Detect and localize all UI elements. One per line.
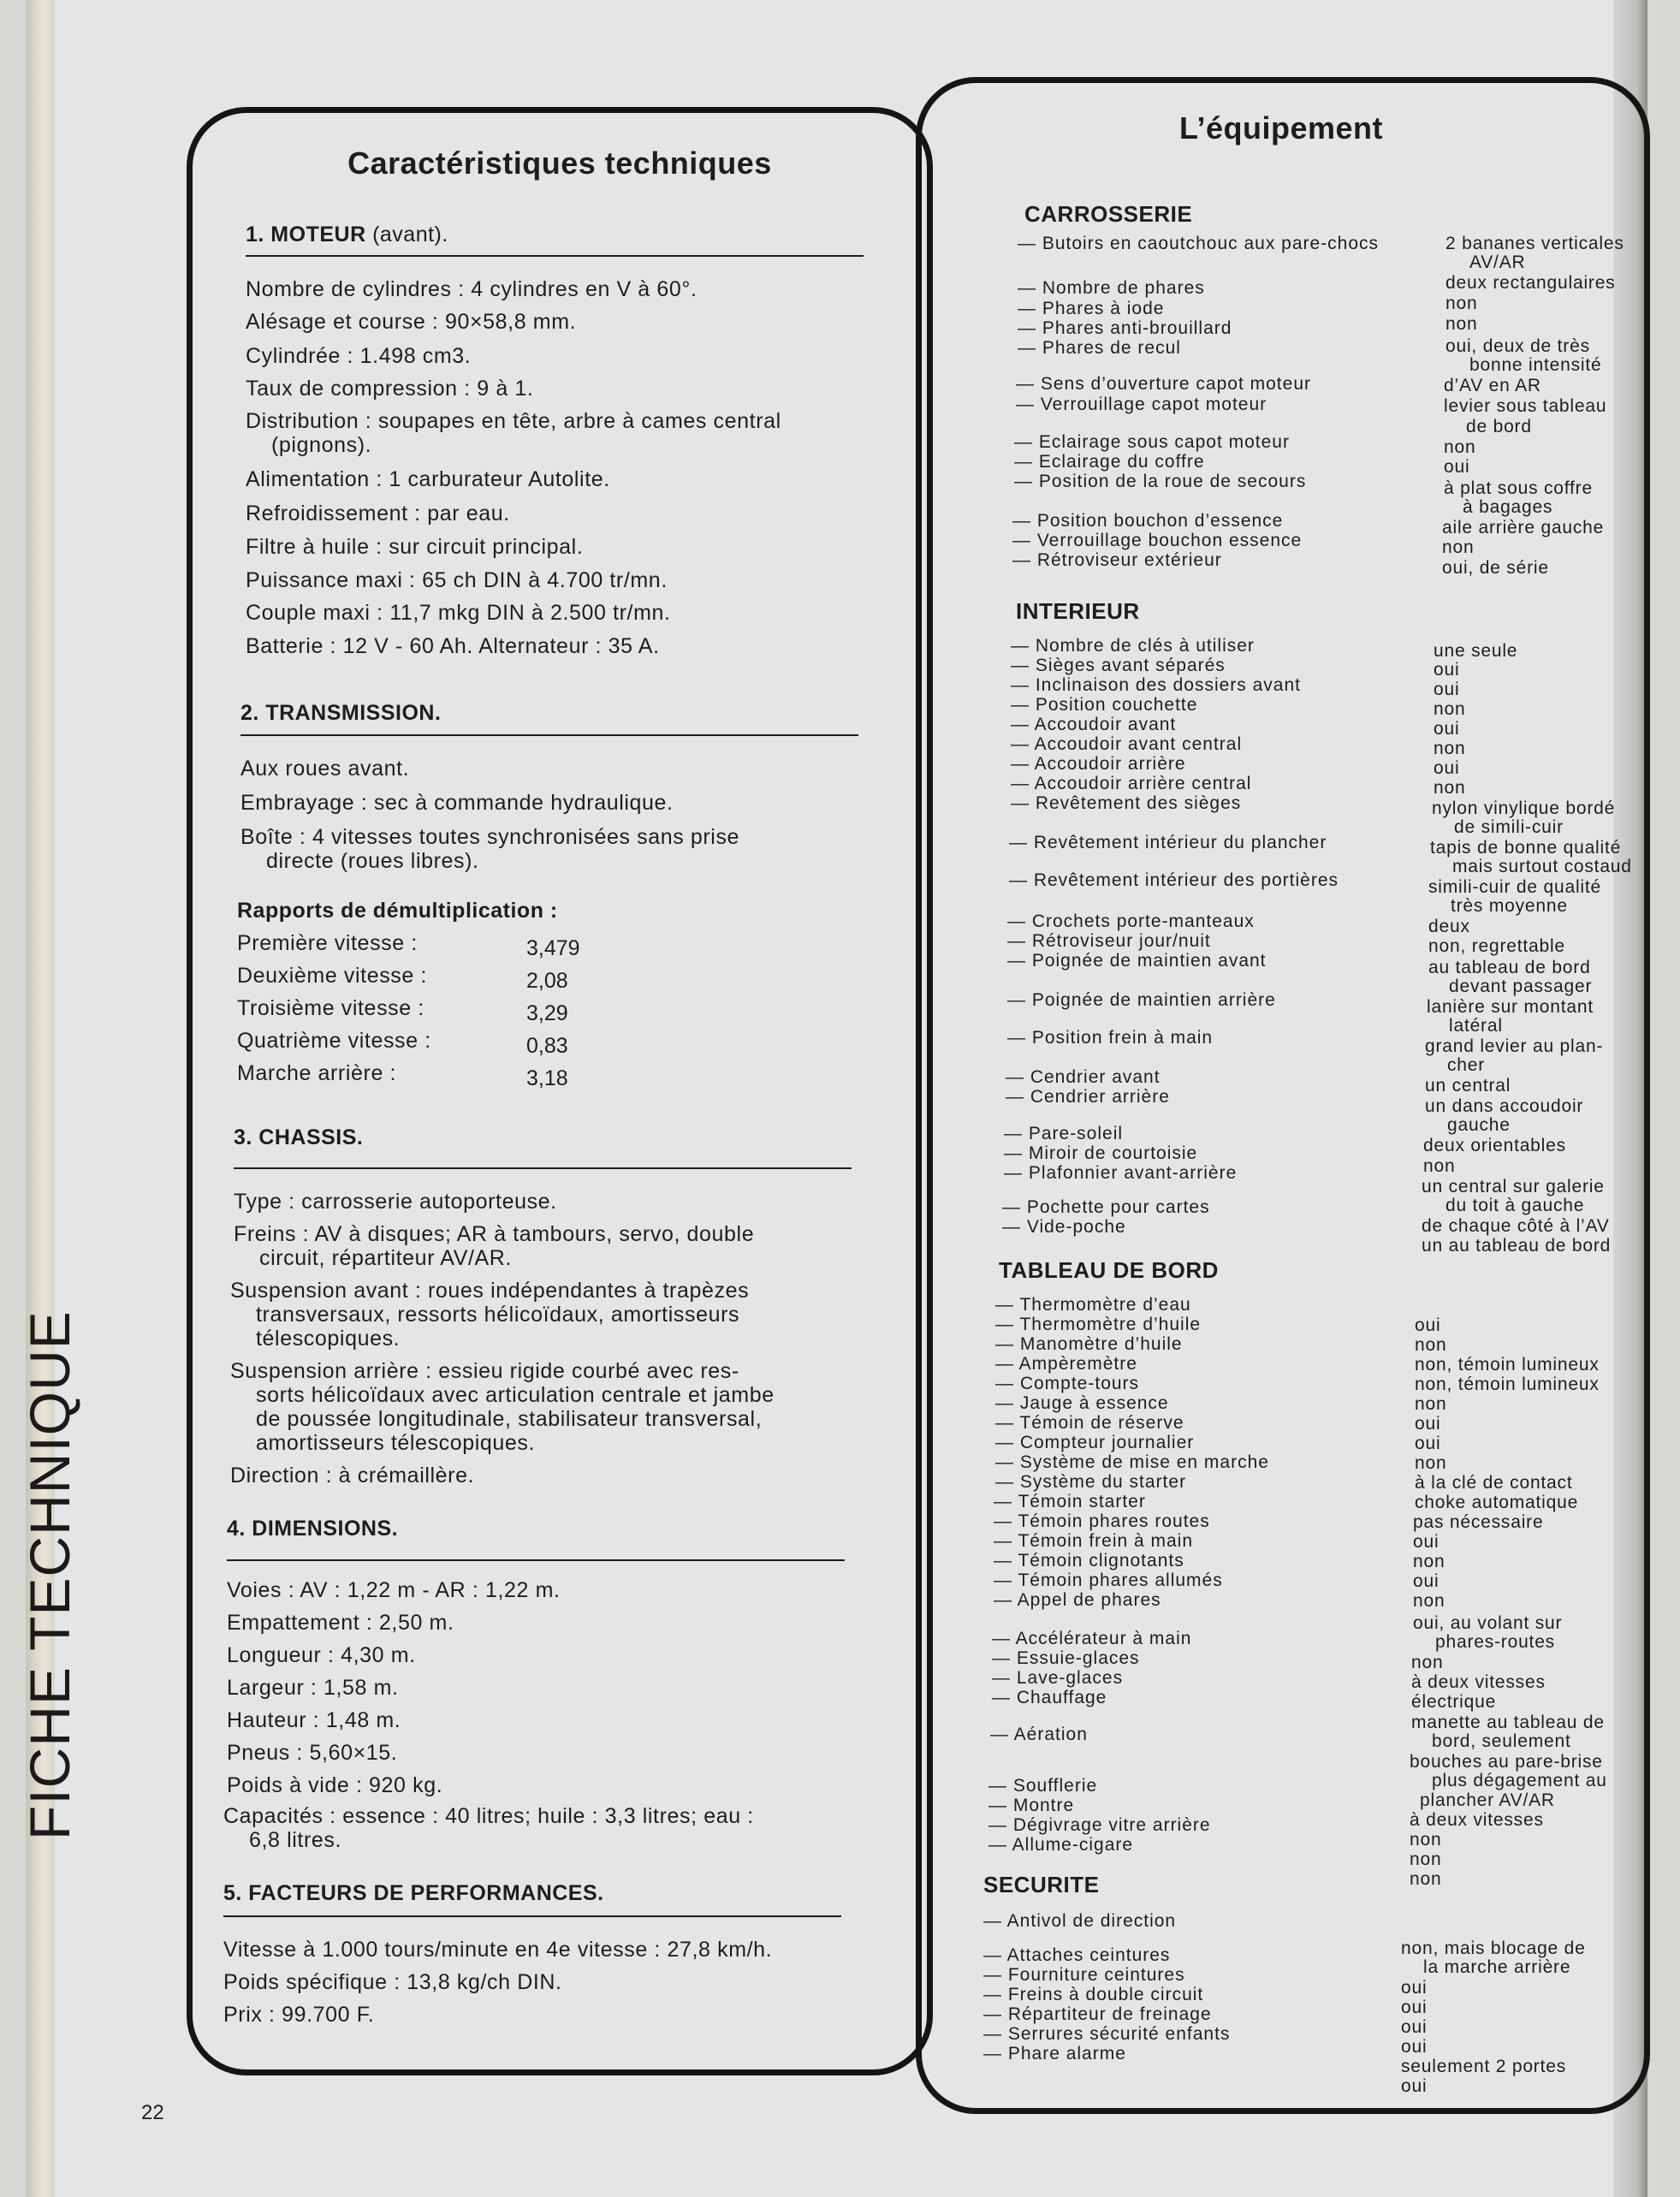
specs-panel [187,107,933,2075]
equip-item: — Eclairage sous capot moteur [1014,432,1290,452]
equip-item: — Attaches ceintures [983,1945,1171,1965]
equip-value: oui [1434,719,1460,739]
section-heading-suffix: (avant). [372,223,448,246]
equip-item: — Dégivrage vitre arrière [988,1815,1211,1835]
spec-line: Cylindrée : 1.498 cm3. [246,344,472,368]
spec-line: transversaux, ressorts hélicoïdaux, amortisseurs [256,1303,740,1327]
equip-item: — Accoudoir arrière [1011,754,1186,774]
equip-item: — Crochets porte-manteaux [1007,911,1255,931]
equip-value: plus dégagement au [1432,1771,1607,1790]
equip-value: non, regrettable [1428,936,1565,956]
spec-line: Freins : AV à disques; AR à tambours, servo, double [234,1222,755,1246]
equip-value: non [1410,1850,1442,1869]
equip-item: — Cendrier avant [1006,1067,1161,1087]
spec-line: Batterie : 12 V - 60 Ah. Alternateur : 35 A. [246,634,660,658]
spec-line: Largeur : 1,58 m. [227,1676,399,1700]
equip-value: à bagages [1463,497,1553,517]
equip-item: — Nombre de clés à utiliser [1011,636,1255,656]
section-heading-dimensions: 4. DIMENSIONS. [227,1517,399,1541]
equip-value: AV/AR [1469,252,1526,272]
equip-value: deux orientables [1423,1136,1566,1155]
equip-value: choke automatique [1415,1493,1579,1512]
equip-item: — Lave-glaces [992,1668,1124,1688]
equip-value: oui [1434,680,1460,699]
equip-item: — Revêtement intérieur du plancher [1009,833,1327,852]
equip-item: — Position de la roue de secours [1014,472,1307,491]
section-heading-text: 1. MOTEUR [246,223,366,246]
equip-item: — Fourniture ceintures [983,1965,1185,1985]
equip-item: — Thermomètre d’huile [995,1315,1202,1334]
equip-item: — Témoin starter [994,1492,1146,1511]
equip-item: — Phare alarme [983,2044,1126,2063]
equip-item: — Serrures sécurité enfants [983,2024,1231,2044]
equip-value: non [1446,314,1478,334]
spec-line: Suspension arrière : essieu rigide courbé avec res- [230,1359,739,1383]
ratio-label: Deuxième vitesse : [237,964,427,988]
equip-value: non [1423,1156,1456,1176]
equip-item: — Accoudoir avant [1011,715,1177,734]
equip-item: — Pochette pour cartes [1002,1197,1210,1217]
equip-item: — Accoudoir arrière central [1011,774,1252,793]
equip-value: oui [1434,758,1460,778]
equip-item: — Nombre de phares [1018,278,1205,298]
equip-item: — Montre [988,1796,1075,1815]
equip-value: oui [1401,1978,1428,1998]
equip-item: — Pare-soleil [1004,1124,1124,1143]
equip-item: — Témoin clignotants [994,1551,1184,1571]
page-number: 22 [141,2101,164,2124]
spec-line: Puissance maxi : 65 ch DIN à 4.700 tr/mn. [246,568,668,592]
equip-value: non, témoin lumineux [1415,1355,1600,1375]
equip-value: une seule [1434,641,1518,661]
equip-value: non [1446,294,1478,313]
equip-value: à deux vitesses [1411,1672,1546,1692]
spec-line: 6,8 litres. [249,1828,342,1852]
spec-line: Empattement : 2,50 m. [227,1611,454,1635]
equip-heading-carrosserie: CARROSSERIE [1024,201,1193,227]
equip-heading-securite: SECURITE [983,1872,1100,1897]
equip-value: oui [1401,2037,1428,2057]
equip-value: non [1410,1869,1442,1889]
equipment-panel [916,77,1650,2114]
equip-value: à deux vitesses [1410,1810,1544,1830]
equip-item: — Aération [990,1725,1088,1744]
section-heading-transmission: 2. TRANSMISSION. [240,701,442,725]
equip-item: — Verrouillage capot moteur [1016,395,1267,414]
side-title: FICHE TECHNIQUE [18,1310,81,1840]
section-rule [246,255,864,257]
equip-value: de simili-cuir [1454,817,1564,837]
equip-item: — Vide-poche [1002,1217,1126,1237]
equip-value: cher [1447,1055,1486,1075]
spec-line: Refroidissement : par eau. [246,502,510,525]
equip-item: — Soufflerie [988,1776,1098,1796]
equip-value: électrique [1411,1692,1497,1712]
equip-value: oui, au volant sur [1413,1613,1563,1633]
equip-item: — Compte-tours [995,1374,1140,1393]
spec-line: Direction : à crémaillère. [230,1464,475,1487]
equip-value: non [1442,537,1475,557]
section-heading-chassis: 3. CHASSIS. [234,1125,364,1149]
equip-value: simili-cuir de qualité [1428,877,1601,897]
ratio-value: 3,18 [526,1066,568,1090]
spec-line: Hauteur : 1,48 m. [227,1708,401,1732]
equip-value: oui [1444,457,1470,477]
equip-heading-interieur: INTERIEUR [1016,598,1140,624]
equip-item: — Compteur journalier [995,1433,1195,1452]
spec-line: Filtre à huile : sur circuit principal. [246,535,584,559]
equip-value: d’AV en AR [1444,376,1541,395]
equip-item: — Accoudoir avant central [1011,734,1243,754]
spec-line: de poussée longitudinale, stabilisateur transversal, [256,1407,763,1431]
equip-value: lanière sur montant [1427,997,1594,1017]
equip-item: — Appel de phares [994,1590,1161,1610]
equip-item: — Système de mise en marche [995,1452,1269,1472]
spec-line: Poids à vide : 920 kg. [227,1773,443,1797]
page-fold [26,0,55,2197]
equip-item: — Poignée de maintien avant [1007,951,1267,971]
equip-item: — Chauffage [992,1688,1107,1707]
equip-item: — Inclinaison des dossiers avant [1011,675,1301,695]
equip-item: — Rétroviseur extérieur [1012,550,1222,570]
spec-line: télescopiques. [256,1327,401,1351]
section-heading-moteur [246,223,448,247]
spec-line: Prix : 99.700 F. [223,2003,375,2027]
equip-item: — Témoin de réserve [995,1413,1184,1433]
equip-item: — Poignée de maintien arrière [1007,990,1276,1010]
equip-item: — Manomètre d’huile [995,1334,1183,1354]
equip-value: non [1444,437,1476,457]
equip-item: — Jauge à essence [995,1393,1169,1413]
equip-value: du toit à gauche [1446,1196,1585,1215]
equip-value: manette au tableau de [1411,1713,1605,1732]
equip-value: oui [1401,2017,1428,2037]
spec-line: Couple maxi : 11,7 mkg DIN à 2.500 tr/mn. [246,601,671,625]
ratio-label: Première vitesse : [237,931,418,955]
equip-value: oui [1415,1414,1441,1434]
equip-item: — Témoin phares allumés [994,1571,1223,1590]
equip-item: — Revêtement des sièges [1011,793,1242,813]
magazine-page [18,0,1647,2197]
equip-value: non, mais blocage de [1401,1939,1586,1958]
equip-item: — Témoin frein à main [994,1531,1194,1551]
spec-line: Longueur : 4,30 m. [227,1643,416,1667]
equip-value: mais surtout costaud [1452,857,1632,876]
equip-item: — Position couchette [1011,695,1198,715]
spec-line: Taux de compression : 9 à 1. [246,377,534,401]
spec-line: Nombre de cylindres : 4 cylindres en V à 60°. [246,277,698,301]
equip-value: deux rectangulaires [1446,273,1616,293]
spec-line: sorts hélicoïdaux avec articulation centrale et jambe [256,1383,775,1407]
spec-line: Alimentation : 1 carburateur Autolite. [246,467,610,491]
equip-value: à la clé de contact [1415,1473,1573,1493]
spec-line: Type : carrosserie autoporteuse. [234,1190,557,1214]
equip-value: tapis de bonne qualité [1430,838,1622,858]
equip-value: non [1434,778,1466,798]
ratio-value: 2,08 [526,969,568,993]
equip-value: oui [1401,1998,1428,2017]
ratio-value: 3,479 [526,936,580,960]
equip-value: levier sous tableau [1444,396,1607,416]
section-rule [240,734,858,736]
equip-item: — Freins à double circuit [983,1985,1204,2004]
equip-value: oui [1434,660,1460,680]
ratio-label: Quatrième vitesse : [237,1029,431,1053]
equip-value: à plat sous coffre [1444,478,1593,498]
spec-line: circuit, répartiteur AV/AR. [259,1246,512,1270]
equip-item: — Miroir de courtoisie [1004,1143,1198,1163]
equip-value: non [1413,1552,1446,1571]
equip-value: devant passager [1449,977,1593,996]
ratio-value: 0,83 [526,1034,568,1058]
equip-item: — Plafonnier avant-arrière [1004,1163,1238,1183]
equip-value: non [1415,1335,1447,1355]
equip-item: — Phares à iode [1018,299,1165,318]
equip-value: un central sur galerie [1422,1177,1605,1196]
equip-item: — Rétroviseur jour/nuit [1007,931,1211,951]
equip-value: non [1434,739,1466,758]
equip-item: — Sens d’ouverture capot moteur [1016,374,1311,394]
spec-line: Embrayage : sec à commande hydraulique. [240,791,674,815]
equip-value: oui [1413,1571,1440,1591]
spec-line: (pignons). [271,433,372,457]
equip-value: seulement 2 portes [1401,2057,1567,2076]
equip-value: non [1415,1394,1447,1414]
specs-title: Caractéristiques techniques [347,145,772,181]
equip-heading-tableau: TABLEAU DE BORD [999,1257,1219,1283]
equip-value: grand levier au plan- [1425,1036,1604,1056]
equip-value: bonne intensité [1469,355,1602,375]
spec-line: Voies : AV : 1,22 m - AR : 1,22 m. [227,1578,561,1602]
spec-line: Distribution : soupapes en tête, arbre à cames central [246,409,781,433]
equip-value: un central [1425,1076,1511,1096]
section-rule [223,1915,841,1917]
equip-value: un dans accoudoir [1425,1096,1584,1116]
equip-value: non [1410,1830,1442,1850]
equip-item: — Phares anti-brouillard [1018,318,1232,338]
equip-value: gauche [1447,1115,1511,1135]
spec-line: Suspension avant : roues indépendantes à trapèzes [230,1279,750,1303]
ratio-label: Marche arrière : [237,1061,397,1085]
spec-line: Alésage et course : 90×58,8 mm. [246,310,577,334]
equip-value: au tableau de bord [1428,958,1591,977]
equip-value: non [1413,1591,1446,1611]
spec-line: Poids spécifique : 13,8 kg/ch DIN. [223,1970,562,1994]
equip-value: oui [1415,1315,1441,1335]
equip-item: — Accélérateur à main [992,1629,1192,1648]
equip-value: très moyenne [1451,896,1568,916]
equip-value: un au tableau de bord [1422,1236,1612,1256]
equipment-title: L’équipement [1178,110,1384,145]
ratios-title: Rapports de démultiplication : [237,899,558,923]
equip-value: la marche arrière [1423,1957,1571,1977]
section-rule [227,1559,845,1561]
ratio-value: 3,29 [526,1001,568,1025]
equip-item: — Butoirs en caoutchouc aux pare-chocs [1018,234,1380,253]
spec-line: Pneus : 5,60×15. [227,1741,398,1765]
equip-item: — Phares de recul [1018,338,1181,358]
equip-item: — Allume-cigare [988,1835,1134,1855]
equip-value: bord, seulement [1432,1731,1571,1751]
spec-line: Aux roues avant. [240,757,410,781]
equip-item: — Revêtement intérieur des portières [1009,870,1339,890]
equip-value: non [1434,699,1466,719]
equip-value: plancher AV/AR [1420,1790,1555,1810]
equip-value: phares-routes [1435,1632,1555,1652]
equip-value: oui [1401,2076,1428,2096]
equip-item: — Sièges avant séparés [1011,656,1226,675]
equip-item: — Antivol de direction [983,1911,1177,1931]
spec-line: Capacités : essence : 40 litres; huile : 3,3 litres; eau : [223,1804,754,1828]
equip-value: aile arrière gauche [1442,518,1605,537]
equip-value: nylon vinylique bordé [1432,799,1616,818]
equip-value: oui, de série [1442,558,1549,578]
equip-value: deux [1428,917,1470,936]
equip-item: — Position frein à main [1007,1028,1214,1048]
ratio-label: Troisième vitesse : [237,996,424,1020]
section-rule [234,1167,852,1169]
equip-item: — Système du starter [995,1472,1187,1492]
equip-item: — Position bouchon d’essence [1012,511,1284,531]
equip-value: latéral [1449,1016,1503,1036]
equip-value: non [1415,1453,1447,1473]
equip-item: — Témoin phares routes [994,1511,1210,1531]
equip-item: — Eclairage du coffre [1014,452,1205,472]
equip-value: bouches au pare-brise [1410,1752,1603,1772]
equip-value: pas nécessaire [1413,1512,1544,1532]
equip-item: — Thermomètre d’eau [995,1295,1191,1315]
spec-line: amortisseurs télescopiques. [256,1431,536,1455]
equip-value: oui [1415,1434,1441,1453]
equip-item: — Répartiteur de freinage [983,2004,1212,2024]
equip-value: non [1411,1653,1444,1672]
equip-value: oui, deux de très [1446,336,1590,356]
equip-item: — Ampèremètre [995,1354,1137,1374]
equip-value: de chaque côté à l’AV [1422,1216,1610,1236]
equip-value: de bord [1466,417,1532,436]
equip-item: — Verrouillage bouchon essence [1012,531,1303,550]
equip-value: non, témoin lumineux [1415,1375,1600,1394]
equip-value: oui [1413,1532,1440,1552]
equip-item: — Essuie-glaces [992,1648,1140,1668]
section-heading-performances: 5. FACTEURS DE PERFORMANCES. [223,1881,604,1905]
spec-line: Vitesse à 1.000 tours/minute en 4e vitesse : 27,8 km/h. [223,1938,773,1962]
spec-line: Boîte : 4 vitesses toutes synchronisées sans prise [240,825,740,849]
equip-item: — Cendrier arrière [1006,1087,1170,1107]
spec-line: directe (roues libres). [266,849,479,873]
equip-value: 2 bananes verticales [1446,234,1624,253]
